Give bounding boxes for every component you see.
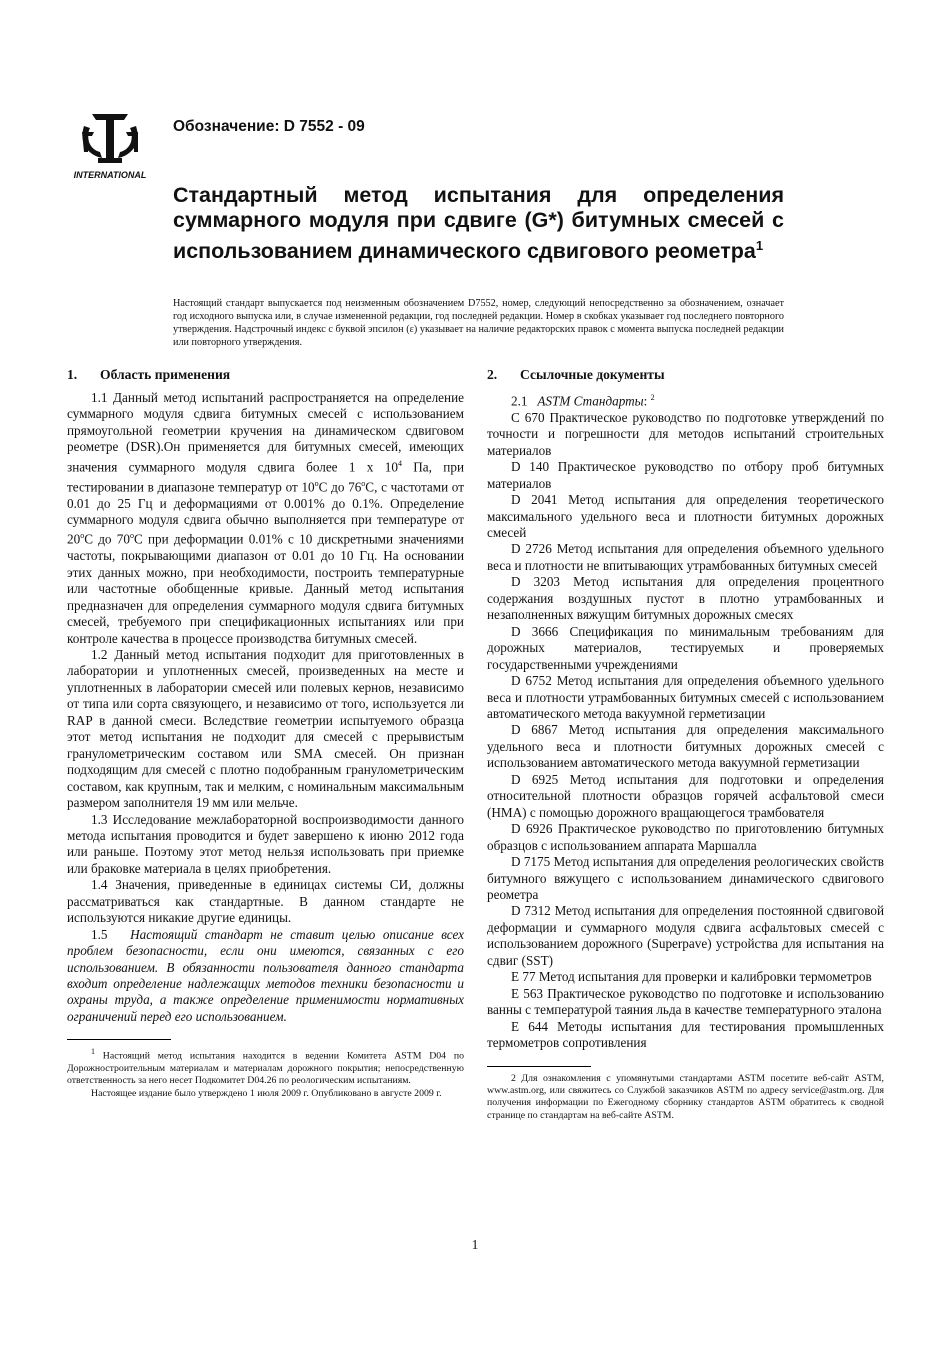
para-1-2: 1.2 Данный метод испытания подходит для приготовленных в лаборатории и уплотненных смесей, произведенных на месте и уплотненных в лаборатории смесей или полевых кернов, независимо от типа или сорта связующего, и независимо от того, используется ли RAP в данной смеси. Вследствие геометрии испытуемого образца этот метод испытания не подходит для смесей с прерывистым гранулометрическим составом или SMA смесей. Он признан подходящим для смесей с плотно подобранным гранулометрическим составом, как крупным, так и мелким, с номинальным максимальным размером заполнителя 19 мм или мельче. [67, 646, 464, 811]
para-1-5 [67, 927, 464, 1026]
section-2-heading [487, 366, 884, 384]
right-column [487, 366, 884, 1122]
reference-item: C 670 Практическое руководство по подготовке утверждений по точности и погрешности для методов испытаний строительных материалов [487, 409, 884, 458]
subsection-2-1-colon: : [643, 393, 648, 409]
astm-logo [62, 108, 158, 182]
para-1-1-c: C до 76 [318, 479, 362, 495]
footnote-divider [67, 1039, 171, 1040]
left-column [67, 366, 464, 1100]
degree-mark: o [80, 531, 85, 541]
para-1-1-f: C при деформации 0.01% с 10 дискретными значениями частоты, покрывающими диапазон от 0.01 до 10 Гц. На основании этих данных можно, при необходимости, построить температурные или частотные обобщенные кривые. Данный метод испытания предназначен для определения суммарного модуля сдвига битумных смесей, требуемого при спецификационных испытаниях или при контроле качества в процессе производства битумных смесей. [67, 531, 464, 646]
reference-item: E 644 Методы испытания для тестирования промышленных термометров сопротивления [487, 1018, 884, 1051]
reference-item: D 6752 Метод испытания для определения объемного удельного веса и плотности утрамбованных битумных смесей с использованием автоматического метода вакуумной герметизации [487, 673, 884, 721]
para-1-5-num: 1.5 [91, 926, 108, 942]
reference-item: D 2041 Метод испытания для определения теоретического максимального удельного веса и плотности битумных дорожных смесей [487, 492, 884, 541]
para-1-5-text: Настоящий стандарт не ставит целью описание всех проблем безопасности, если они имеются, связанных с его использованием. В обязанности пользователя данного стандарта входит определение надлежащих методов техники безопасности и охраны труда, а также определение применимости нормативных ограничений перед его использованием. [67, 926, 465, 1024]
section-1-heading [67, 366, 464, 384]
reference-list [487, 410, 884, 1052]
para-1-3: 1.3 Исследование межлабораторной воспроизводимости данного метода испытания проводится и будет завершено к июню 2012 года или раньше. Поэтому этот метод нельзя использовать при приемке или браковке материала в целях приобретения. [67, 811, 464, 876]
logo-sub-text: INTERNATIONAL [73, 170, 147, 180]
para-1-1-a: 1.1 Данный метод испытаний распространяется на определение суммарного модуля сдвига битумных смесей с использованием прямоугольной геометрии кручения на динамическом сдвиговом реометре (DSR).Он применяется для битумных смесей, имеющих значения суммарного модуля сдвига более 1 x 10 [67, 390, 464, 475]
reference-item: D 3666 Спецификация по минимальным требованиям для дорожных материалов, тестируемых и проверяемых государственными учреждениями [487, 623, 884, 672]
reference-item: E 77 Метод испытания для проверки и калибровки термометров [511, 969, 872, 985]
para-1-4: 1.4 Значения, приведенные в единицах системы СИ, должны рассматриваться как стандартные. В данном стандарте не используются никакие другие единицы. [67, 877, 464, 926]
reference-item: D 6867 Метод испытания для определения максимального удельного веса и плотности битумных дорожных смесей с использованием автоматического метода вакуумной герметизации [487, 722, 884, 771]
designation: Обозначение: D 7552 - 09 [173, 118, 365, 135]
para-1-1-e: C до 70 [84, 531, 130, 547]
subsection-2-1-num: 2.1 [511, 393, 528, 409]
section-1-title: Область применения [100, 367, 231, 382]
section-1-num: 1. [67, 367, 78, 382]
degree-mark: o [314, 478, 319, 488]
para-1-1-b: Па, при тестировании в диапазоне температур от 10 [67, 459, 464, 495]
section-2-title: Ссылочные документы [520, 367, 665, 382]
para-1-1-exp: 4 [397, 458, 402, 468]
reference-item: D 6926 Практическое руководство по приготовлению битумных образцов с использованием аппарата Маршалла [487, 821, 884, 853]
page-number: 1 [471, 1237, 479, 1252]
title-footnote-mark: 1 [755, 238, 764, 253]
subsection-2-1-label: ASTM Стандарты [537, 393, 644, 409]
degree-mark: o [361, 478, 366, 488]
para-1-1 [67, 390, 464, 647]
reference-item: D 2726 Метод испытания для определения объемного удельного веса и плотности не впитывающих утрамбованных битумных смесей [487, 541, 884, 573]
footnote-1-approval: Настоящее издание было утверждено 1 июля 2009 г. Опубликовано в августе 2009 г. [91, 1087, 442, 1099]
subsection-2-1 [487, 390, 884, 410]
footnote-divider [487, 1066, 591, 1067]
page-title [173, 183, 784, 264]
degree-mark: o [129, 531, 134, 541]
astm-logo-icon [62, 108, 158, 182]
footnote-2-mark: 2 [650, 393, 655, 402]
title-text: Стандартный метод испытания для определения суммарного модуля при сдвиге (G*) битумных смесей с использованием динамического сдвигового реометра [173, 183, 784, 264]
footnote-1-mark: 1 [91, 1047, 95, 1057]
footnote-1-text: Настоящий метод испытания находится в ведении Комитета ASTM D04 по Дорожностроительным материалам и материалам дорожного покрытия; непосредственную ответственность за него несет Подкомитет D04.26 по реологическим испытаниям. [67, 1050, 464, 1087]
para-1-1-d: C, с частотами от 0.01 до 25 Гц и деформациями от 0.001% до 0.1%. Определение суммарного модуля сдвига обычно выполняется при температуре от 20 [67, 479, 464, 547]
reference-item: D 7312 Метод испытания для определения постоянной сдвиговой деформации и суммарного модуля сдвига асфальтовых смесей с использованием дорожного (Superpave) устройства для испытания на сдвиг (SST) [487, 903, 884, 968]
reference-item: D 6925 Метод испытания для подготовки и определения относительной плотности образцов горячей асфальтовой смеси (HMA) с помощью дорожного вращающегося трамбователя [487, 771, 884, 820]
footnote-1 [67, 1046, 464, 1087]
reference-item: D 3203 Метод испытания для определения процентного содержания воздушных пустот в плотно утрамбованных и незаполненных вяжущим битумных дорожных смесях [487, 574, 884, 623]
intro-note: Настоящий стандарт выпускается под неизменным обозначением D7552, номер, следующий непосредственно за обозначением, означает год исходного выпуска или, в случае измененной редакции, год последней редакции. Номер в скобках указывает год последнего повторного утверждения. Надстрочный индекс с буквой эпсилон (ε) указывает на наличие редакторских правок с момента выпуска последней редакции или повторного утверждения. [173, 298, 784, 349]
reference-item: D 140 Практическое руководство по отбору проб битумных материалов [487, 459, 884, 491]
section-2-num: 2. [487, 367, 498, 382]
reference-item: E 563 Практическое руководство по подготовке и использованию ванны с температурой таяния льда в качестве температурного эталона [487, 985, 884, 1018]
footnote-2: 2 Для ознакомления с упомянутыми стандартами ASTM посетите веб-сайт ASTM, www.astm.org, или свяжитесь со Службой заказчиков ASTM по адресу service@astm.org. Для получения информации по Ежегодному сборнику стандартов ASTM обратитесь к сводной странице по стандартам на веб-сайте ASTM. [487, 1072, 884, 1121]
reference-item: D 7175 Метод испытания для определения реологических свойств битумного вяжущего с использованием динамического сдвигового реометра [487, 854, 884, 902]
